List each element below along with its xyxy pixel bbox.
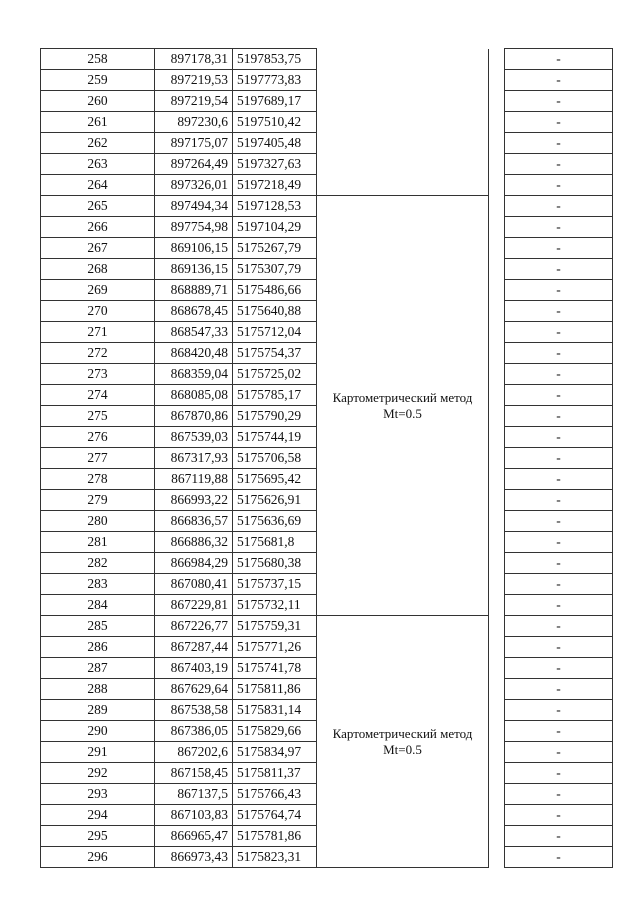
point-number-cell: 266: [41, 217, 155, 238]
method-label: Картометрический метод: [332, 725, 473, 741]
y-coordinate-cell: 5175636,69: [233, 511, 317, 532]
point-number-cell: 296: [41, 847, 155, 868]
y-coordinate-cell: 5175706,58: [233, 448, 317, 469]
point-number-cell: 272: [41, 343, 155, 364]
point-number-cell: 261: [41, 112, 155, 133]
point-number-cell: 269: [41, 280, 155, 301]
y-coordinate-cell: 5175764,74: [233, 805, 317, 826]
point-number-cell: 271: [41, 322, 155, 343]
y-coordinate-cell: 5175741,78: [233, 658, 317, 679]
point-number-cell: 282: [41, 553, 155, 574]
y-coordinate-cell: 5197128,53: [233, 196, 317, 217]
x-coordinate-cell: 866836,57: [155, 511, 233, 532]
point-number-cell: 275: [41, 406, 155, 427]
y-coordinate-cell: 5175785,17: [233, 385, 317, 406]
point-number-cell: 263: [41, 154, 155, 175]
x-coordinate-cell: 867229,81: [155, 595, 233, 616]
accuracy-value-cell: -: [505, 490, 613, 511]
x-coordinate-cell: 897754,98: [155, 217, 233, 238]
accuracy-value-cell: -: [505, 385, 613, 406]
point-number-cell: 284: [41, 595, 155, 616]
x-coordinate-cell: 897326,01: [155, 175, 233, 196]
table-row: [41, 49, 613, 70]
accuracy-value-cell: -: [505, 280, 613, 301]
y-coordinate-cell: 5175759,31: [233, 616, 317, 637]
point-number-cell: 283: [41, 574, 155, 595]
point-number-cell: 292: [41, 763, 155, 784]
accuracy-value-cell: -: [505, 427, 613, 448]
point-number-cell: 290: [41, 721, 155, 742]
y-coordinate-cell: 5175790,29: [233, 406, 317, 427]
accuracy-value-cell: -: [505, 700, 613, 721]
x-coordinate-cell: 897219,54: [155, 91, 233, 112]
accuracy-value-cell: -: [505, 805, 613, 826]
point-number-cell: 294: [41, 805, 155, 826]
accuracy-value-cell: -: [505, 343, 613, 364]
accuracy-value-cell: -: [505, 448, 613, 469]
point-number-cell: 288: [41, 679, 155, 700]
point-number-cell: 289: [41, 700, 155, 721]
x-coordinate-cell: 897175,07: [155, 133, 233, 154]
accuracy-value-cell: -: [505, 469, 613, 490]
y-coordinate-cell: 5197405,48: [233, 133, 317, 154]
accuracy-value-cell: -: [505, 175, 613, 196]
x-coordinate-cell: 897178,31: [155, 49, 233, 70]
y-coordinate-cell: 5197689,17: [233, 91, 317, 112]
x-coordinate-cell: 897219,53: [155, 70, 233, 91]
accuracy-value-cell: -: [505, 616, 613, 637]
accuracy-value-cell: -: [505, 322, 613, 343]
accuracy-value-cell: -: [505, 70, 613, 91]
point-number-cell: 274: [41, 385, 155, 406]
x-coordinate-cell: 868359,04: [155, 364, 233, 385]
accuracy-label: Mt=0.5: [383, 741, 422, 757]
point-number-cell: 293: [41, 784, 155, 805]
x-coordinate-cell: 867317,93: [155, 448, 233, 469]
column-gap: [489, 196, 505, 616]
accuracy-value-cell: -: [505, 553, 613, 574]
accuracy-value-cell: -: [505, 259, 613, 280]
x-coordinate-cell: 869136,15: [155, 259, 233, 280]
x-coordinate-cell: 867226,77: [155, 616, 233, 637]
y-coordinate-cell: 5175640,88: [233, 301, 317, 322]
x-coordinate-cell: 868420,48: [155, 343, 233, 364]
y-coordinate-cell: 5197853,75: [233, 49, 317, 70]
accuracy-value-cell: -: [505, 511, 613, 532]
y-coordinate-cell: 5175754,37: [233, 343, 317, 364]
point-number-cell: 258: [41, 49, 155, 70]
accuracy-value-cell: -: [505, 364, 613, 385]
y-coordinate-cell: 5175486,66: [233, 280, 317, 301]
y-coordinate-cell: 5175781,86: [233, 826, 317, 847]
y-coordinate-cell: 5197510,42: [233, 112, 317, 133]
y-coordinate-cell: 5197327,63: [233, 154, 317, 175]
x-coordinate-cell: 867629,64: [155, 679, 233, 700]
x-coordinate-cell: 897230,6: [155, 112, 233, 133]
x-coordinate-cell: 868678,45: [155, 301, 233, 322]
y-coordinate-cell: 5175744,19: [233, 427, 317, 448]
point-number-cell: 270: [41, 301, 155, 322]
column-gap: [489, 49, 505, 196]
point-number-cell: 295: [41, 826, 155, 847]
x-coordinate-cell: 867137,5: [155, 784, 233, 805]
table-row: [41, 616, 613, 637]
accuracy-value-cell: -: [505, 154, 613, 175]
x-coordinate-cell: 869106,15: [155, 238, 233, 259]
accuracy-value-cell: -: [505, 217, 613, 238]
accuracy-value-cell: -: [505, 763, 613, 784]
accuracy-value-cell: -: [505, 196, 613, 217]
coordinates-table-body: [41, 49, 613, 868]
point-number-cell: 281: [41, 532, 155, 553]
point-number-cell: 265: [41, 196, 155, 217]
y-coordinate-cell: 5175811,37: [233, 763, 317, 784]
accuracy-value-cell: -: [505, 49, 613, 70]
point-number-cell: 285: [41, 616, 155, 637]
x-coordinate-cell: 866973,43: [155, 847, 233, 868]
accuracy-value-cell: -: [505, 784, 613, 805]
x-coordinate-cell: 867287,44: [155, 637, 233, 658]
x-coordinate-cell: 867119,88: [155, 469, 233, 490]
y-coordinate-cell: 5175771,26: [233, 637, 317, 658]
point-number-cell: 286: [41, 637, 155, 658]
point-number-cell: 260: [41, 91, 155, 112]
x-coordinate-cell: 868085,08: [155, 385, 233, 406]
point-number-cell: 287: [41, 658, 155, 679]
y-coordinate-cell: 5175695,42: [233, 469, 317, 490]
point-number-cell: 267: [41, 238, 155, 259]
y-coordinate-cell: 5175831,14: [233, 700, 317, 721]
y-coordinate-cell: 5175680,38: [233, 553, 317, 574]
accuracy-value-cell: -: [505, 133, 613, 154]
x-coordinate-cell: 867539,03: [155, 427, 233, 448]
accuracy-label: Mt=0.5: [383, 405, 422, 421]
accuracy-value-cell: -: [505, 301, 613, 322]
point-number-cell: 280: [41, 511, 155, 532]
accuracy-value-cell: -: [505, 406, 613, 427]
y-coordinate-cell: 5175811,86: [233, 679, 317, 700]
point-number-cell: 277: [41, 448, 155, 469]
method-cell: [317, 49, 489, 196]
method-cell: [317, 196, 489, 616]
x-coordinate-cell: 867080,41: [155, 574, 233, 595]
column-gap: [489, 616, 505, 868]
y-coordinate-cell: 5175766,43: [233, 784, 317, 805]
accuracy-value-cell: -: [505, 658, 613, 679]
x-coordinate-cell: 867386,05: [155, 721, 233, 742]
accuracy-value-cell: -: [505, 532, 613, 553]
accuracy-value-cell: -: [505, 112, 613, 133]
point-number-cell: 262: [41, 133, 155, 154]
point-number-cell: 273: [41, 364, 155, 385]
x-coordinate-cell: 867870,86: [155, 406, 233, 427]
point-number-cell: 264: [41, 175, 155, 196]
point-number-cell: 259: [41, 70, 155, 91]
x-coordinate-cell: 866984,29: [155, 553, 233, 574]
coordinates-table: [40, 48, 613, 868]
x-coordinate-cell: 867103,83: [155, 805, 233, 826]
y-coordinate-cell: 5175737,15: [233, 574, 317, 595]
accuracy-value-cell: -: [505, 595, 613, 616]
y-coordinate-cell: 5175267,79: [233, 238, 317, 259]
point-number-cell: 279: [41, 490, 155, 511]
accuracy-value-cell: -: [505, 826, 613, 847]
point-number-cell: 276: [41, 427, 155, 448]
x-coordinate-cell: 867403,19: [155, 658, 233, 679]
y-coordinate-cell: 5175681,8: [233, 532, 317, 553]
y-coordinate-cell: 5197773,83: [233, 70, 317, 91]
method-label: Картометрический метод: [332, 389, 473, 405]
x-coordinate-cell: 867202,6: [155, 742, 233, 763]
y-coordinate-cell: 5197104,29: [233, 217, 317, 238]
x-coordinate-cell: 867158,45: [155, 763, 233, 784]
y-coordinate-cell: 5175823,31: [233, 847, 317, 868]
x-coordinate-cell: 868889,71: [155, 280, 233, 301]
y-coordinate-cell: 5197218,49: [233, 175, 317, 196]
point-number-cell: 291: [41, 742, 155, 763]
accuracy-value-cell: -: [505, 742, 613, 763]
x-coordinate-cell: 897494,34: [155, 196, 233, 217]
x-coordinate-cell: 866886,32: [155, 532, 233, 553]
x-coordinate-cell: 897264,49: [155, 154, 233, 175]
y-coordinate-cell: 5175732,11: [233, 595, 317, 616]
method-cell: [317, 616, 489, 868]
point-number-cell: 268: [41, 259, 155, 280]
y-coordinate-cell: 5175829,66: [233, 721, 317, 742]
x-coordinate-cell: 866965,47: [155, 826, 233, 847]
y-coordinate-cell: 5175626,91: [233, 490, 317, 511]
accuracy-value-cell: -: [505, 91, 613, 112]
x-coordinate-cell: 867538,58: [155, 700, 233, 721]
point-number-cell: 278: [41, 469, 155, 490]
accuracy-value-cell: -: [505, 238, 613, 259]
accuracy-value-cell: -: [505, 679, 613, 700]
y-coordinate-cell: 5175725,02: [233, 364, 317, 385]
y-coordinate-cell: 5175307,79: [233, 259, 317, 280]
table-row: [41, 196, 613, 217]
y-coordinate-cell: 5175834,97: [233, 742, 317, 763]
accuracy-value-cell: -: [505, 574, 613, 595]
x-coordinate-cell: 866993,22: [155, 490, 233, 511]
accuracy-value-cell: -: [505, 847, 613, 868]
accuracy-value-cell: -: [505, 721, 613, 742]
x-coordinate-cell: 868547,33: [155, 322, 233, 343]
accuracy-value-cell: -: [505, 637, 613, 658]
y-coordinate-cell: 5175712,04: [233, 322, 317, 343]
